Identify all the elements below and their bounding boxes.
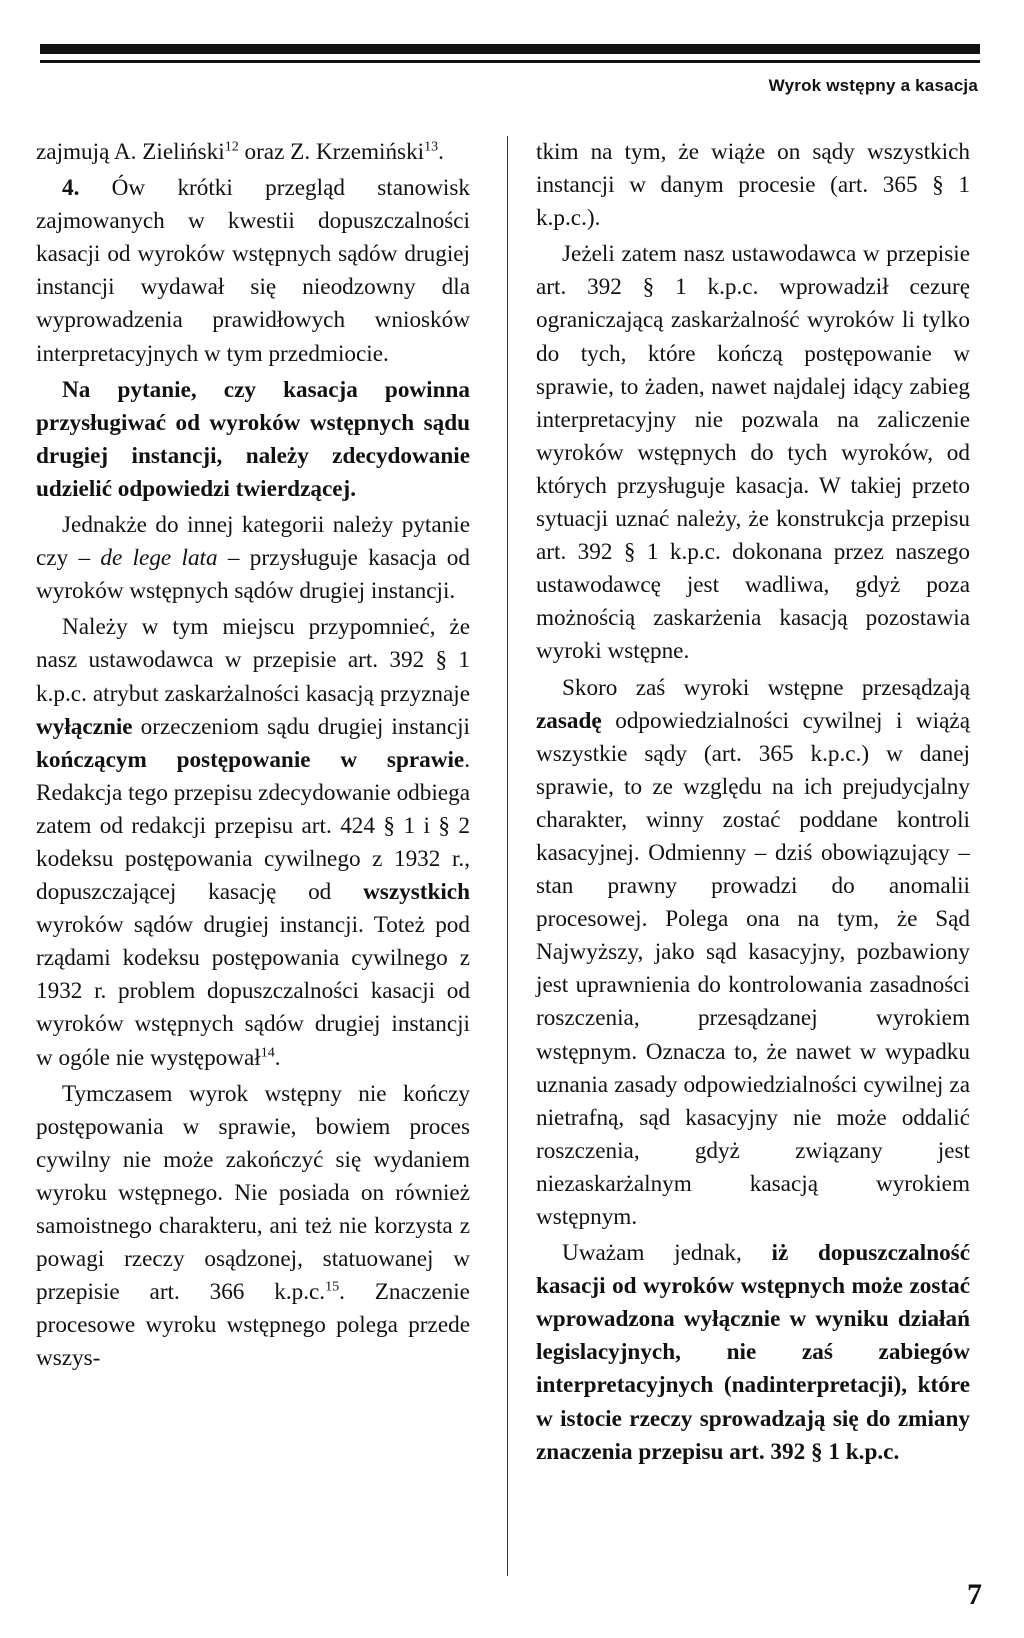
footnote-ref-14: 14 [260,1044,275,1060]
section-number: 4. [62,175,80,202]
footnote-ref-12: 12 [224,139,239,155]
running-head: Wyrok wstępny a kasacja [768,76,978,95]
paragraph-continuation: tkim na tym, że wiąże on sądy wszystkich instancji w danym procesie (art. 365 § 1 k.p.c.). [536,139,970,232]
paragraph-art-392: Należy w tym miejscu przypomnieć, że nasz ustawodawca w przepisie art. 392 § 1 k.p.c. atrybut zaskarżalności kasacją przyznaje wyłącznie orzeczeniom sądu drugiej instancji kończącym postępowanie w sprawie. Redakcja tego przepisu zdecydowanie odbiega zatem od redakcji przepisu art. 424 § 1 i § 2 kodeksu postępowania cywilnego z 1932 r., dopuszczającej kasację od wszystkich wyroków sądów drugiej instancji. Toteż pod rządami kodeksu postępowania cywilnego z 1932 r. problem dopuszczalności kasacji od wyroków wstępnych sądów drugiej instancji w ogóle nie występował$^{14}$. [36,614,470,1071]
paragraph-wyrok-wstepny: Tymczasem wyrok wstępny nie kończy postępowania w sprawie, bowiem proces cywilny nie może zakończyć się wydaniem wyroku wstępnego. Nie posiada on również samoistnego charakteru, ani też nie korzysta z powagi rzeczy osądzonej, statuowanej w przepisie art. 366 k.p.c.$^{15}$. Znaczenie procesowe wyroku wstępnego polega przede wszys- [36,1080,470,1372]
paragraph-anomalia: Skoro zaś wyroki wstępne przesądzają zasadę odpowiedzialności cywilnej i wiążą wszystkie sądy (art. 365 k.p.c.) w danej sprawie, to ze względu na ich prejudycjalny charakter, winny zostać poddane kontroli kasacyjnej. Odmienny – dziś obowiązujący – stan prawny prowadzi do anomalii procesowej. Polega ona na tym, że Sąd Najwyższy, jako sąd kasacyjny, pozbawiony jest uprawnienia do kontrolowania zasadności roszczenia, przesądzanej wyrokiem wstępnym. Oznacza to, że nawet w wypadku uznania zasady odpowiedzialności cywilnej za nietrafną, sąd kasacyjny nie może oddalić roszczenia, gdyż związany jest niezaskarżalnym kasacją wyrokiem wstępnym. [536,674,970,1230]
footnote-ref-13: 13 [424,139,439,155]
paragraph-opening: zajmują A. Zieliński$^{12}$ oraz Z. Krzemiński$^{13}$. [36,139,444,165]
footnote-ref-15: 15 [325,1279,340,1295]
paragraph-conclusion: Uważam jednak, iż dopuszczalność kasacji od wyroków wstępnych może zostać wprowadzona wyłącznie w wyniku działań legislacyjnych, nie zaś zabiegów interpretacyjnych (nadinterpretacji), które w istocie rzeczy sprowadzają się do zmiany znaczenia przepisu art. 392 § 1 k.p.c. [536,1240,970,1465]
paragraph-de-lege-lata: Jednakże do innej kategorii należy pytanie czy – de lege lata – przysługuje kasacja od wyroków wstępnych sądów drugiej instancji. [36,512,470,605]
paragraph-thesis: Na pytanie, czy kasacja powinna przysługiwać od wyroków wstępnych sądu drugiej instancji, należy zdecydowanie udzielić odpowiedzi twierdzącej. [36,376,470,502]
header-rule-thin [40,60,980,63]
left-column [36,136,470,1378]
paragraph-section-4: 4. Ów krótki przegląd stanowisk zajmowanych w kwestii dopuszczalności kasacji od wyroków wstępnych sądów drugiej instancji wydawał się nieodzowny dla wyprowadzenia prawidłowych wniosków interpretacyjnych w tym przedmiocie. [36,175,470,367]
right-column [536,136,970,1472]
paragraph-cezura: Jeżeli zatem nasz ustawodawca w przepisie art. 392 § 1 k.p.c. wprowadził cezurę ograniczającą zaskarżalność wyroków li tylko do tych, które kończą postępowanie w sprawie, to żaden, nawet najdalej idący zabieg interpretacyjny nie pozwala na zaliczenie wyroków wstępnych do tych wyroków, od których przysługuje kasacja. W takiej przeto sytuacji uznać należy, że konstrukcja przepisu art. 392 § 1 k.p.c. dokonana przez naszego ustawodawcę jest wadliwa, gdyż poza możnością zaskarżenia kasacją pozostawia wyroki wstępne. [536,241,970,665]
header-rule-thick [40,44,980,54]
page-number: 7 [967,1578,982,1611]
column-divider [507,136,508,1576]
